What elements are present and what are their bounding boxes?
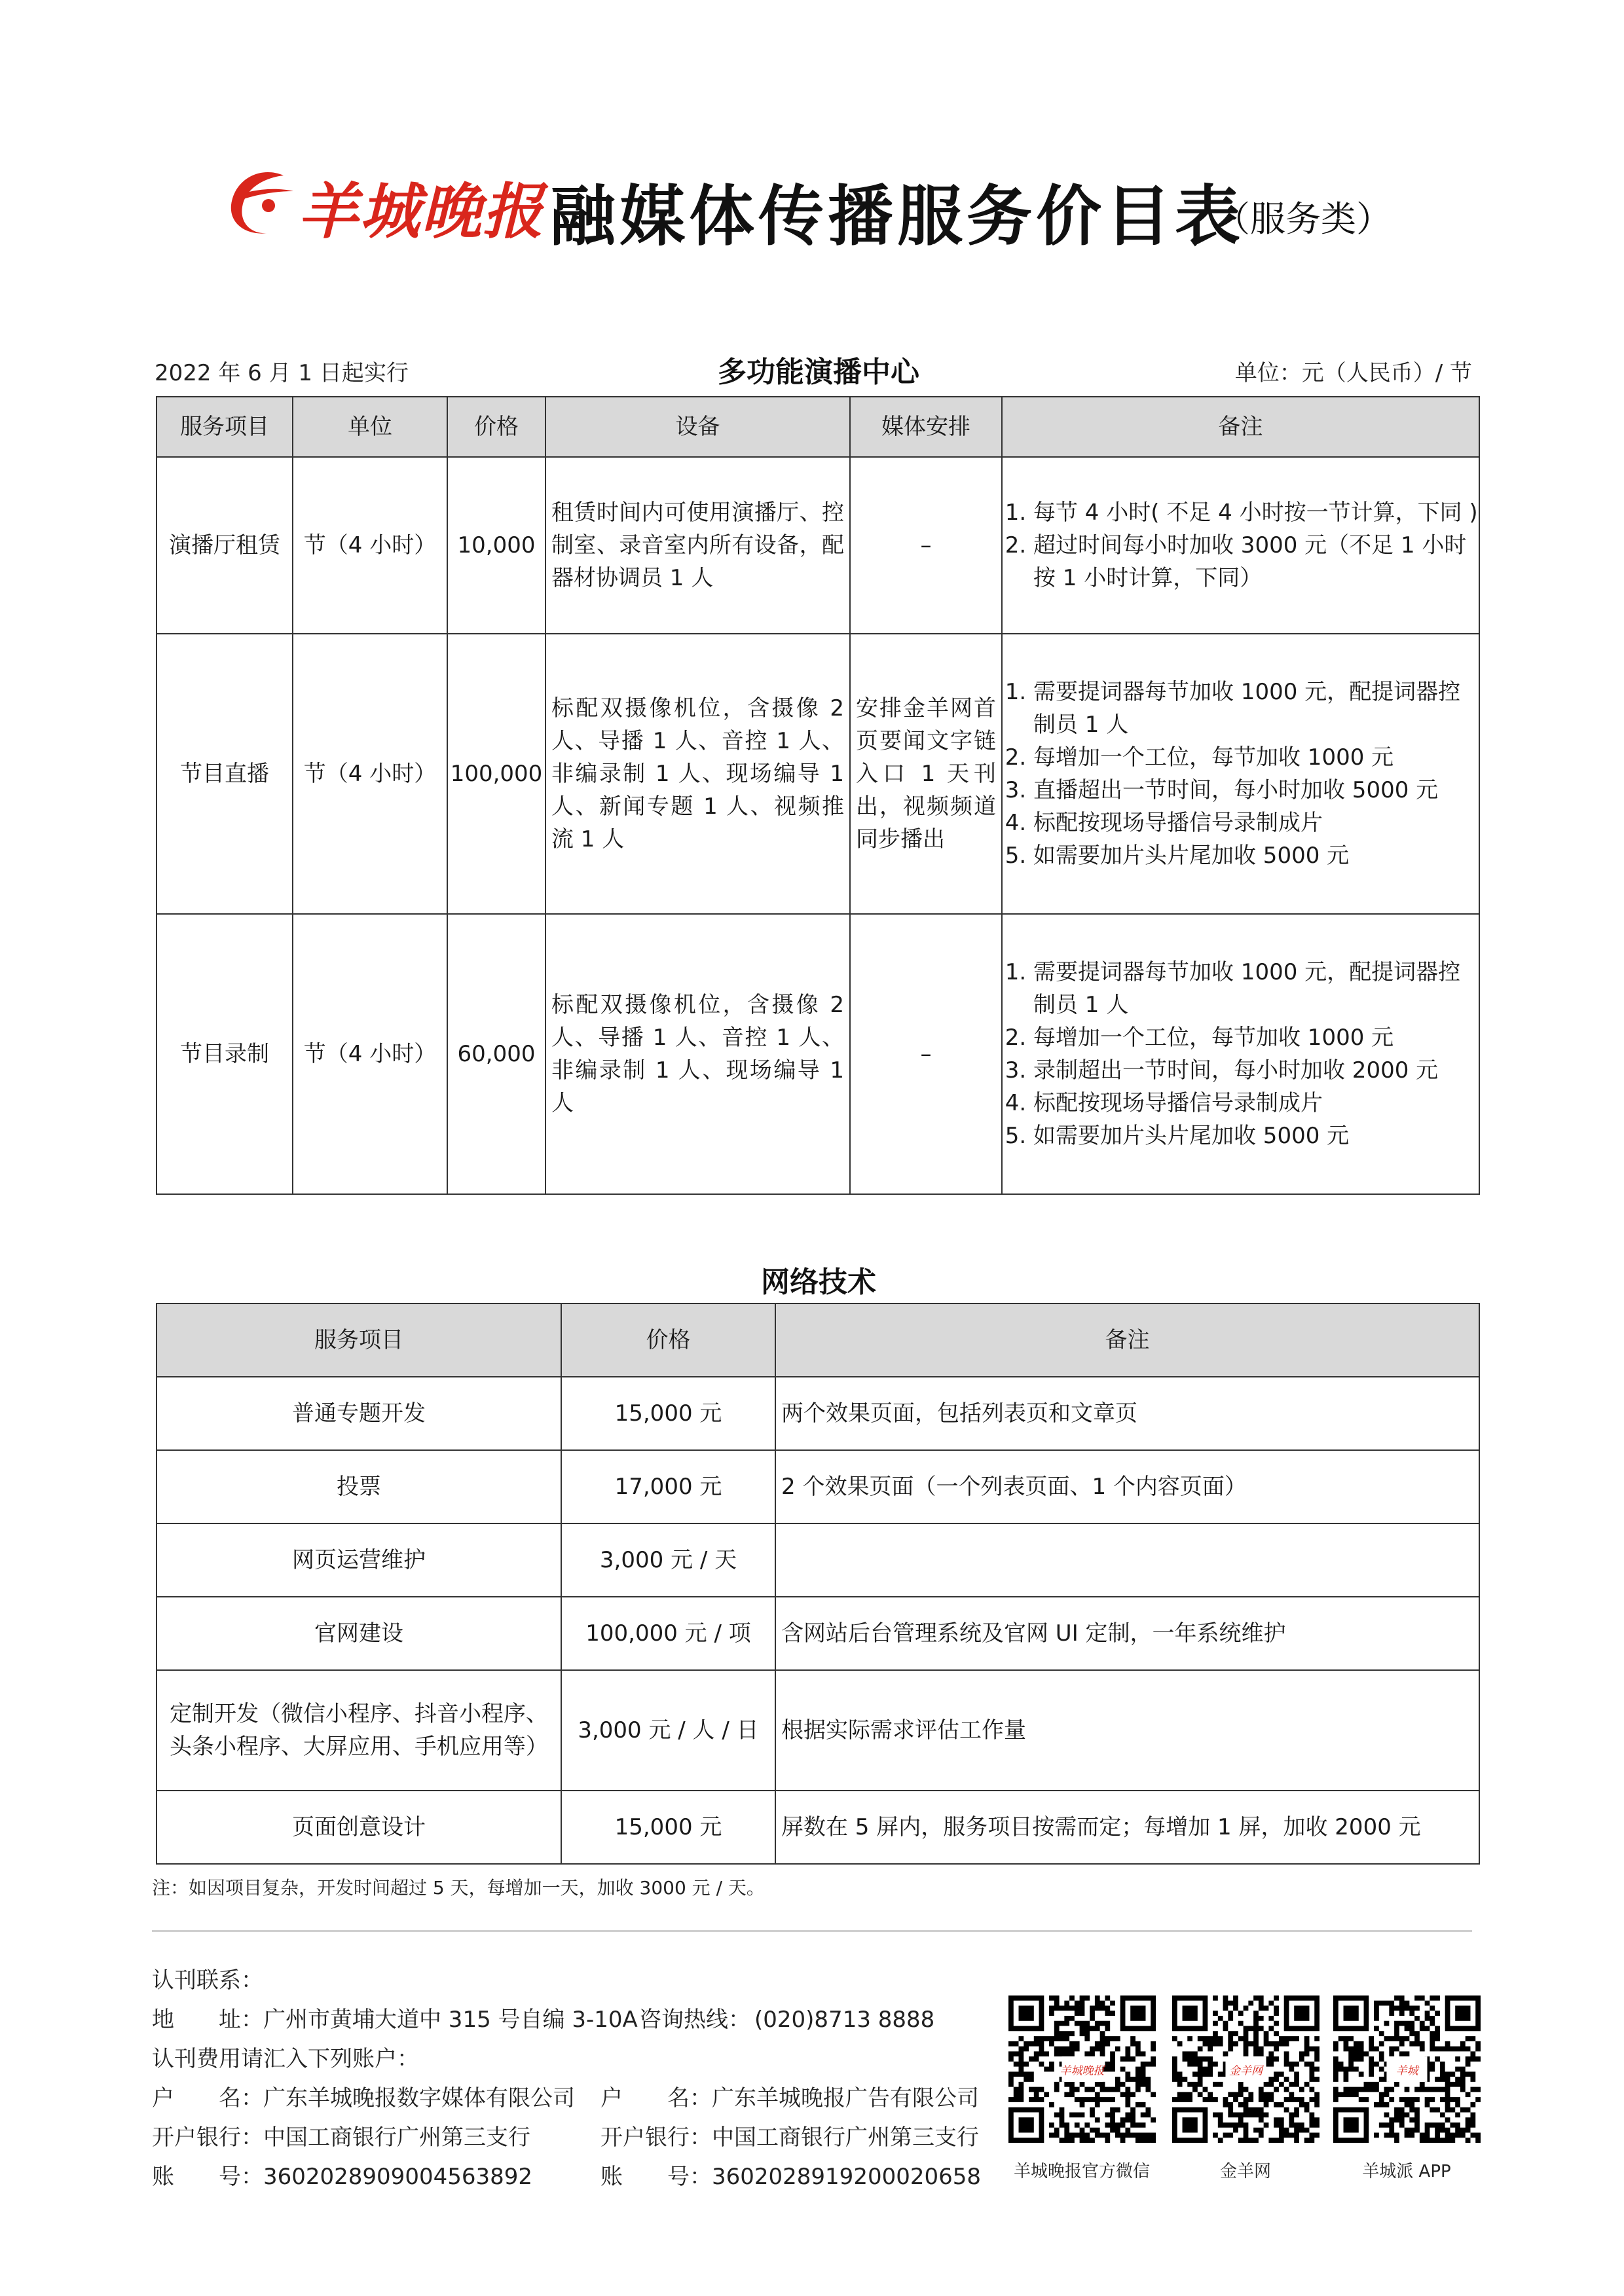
account-number-2: 3602028919200020658 <box>712 2164 982 2190</box>
table-row <box>157 1377 1479 1450</box>
note-item: 2. 超过时间每小时加收 3000 元（不足 1 小时按 1 小时计算，下同） <box>1033 529 1478 594</box>
column-header: 设备 <box>545 397 850 457</box>
accounts-heading: 认刊费用请汇入下列账户： <box>152 2046 419 2072</box>
service-item: 节目直播 <box>157 634 293 914</box>
service-equipment: 标配双摄像机位，含摄像 2 人、导播 1 人、音控 1 人、非编录制 1 人、现场编导 1 人 <box>545 914 850 1194</box>
note-item: 3. 直播超出一节时间，每小时加收 5000 元 <box>1033 774 1478 807</box>
table-row <box>157 634 1479 914</box>
qr-finder <box>1019 2117 1034 2132</box>
divider <box>152 1930 1472 1932</box>
address-label: 地 址： <box>152 2007 263 2033</box>
account-name-2: 广东羊城晚报广告有限公司 <box>712 2085 979 2111</box>
qr-badge-label: 羊城 <box>1395 2064 1418 2078</box>
address-row <box>152 2000 1003 2039</box>
table-header-row <box>157 397 1479 457</box>
hotline-value: (020)8713 8888 <box>754 2007 935 2033</box>
contact-heading: 认刊联系： <box>152 1967 263 1994</box>
media-arrangement: – <box>850 457 1002 634</box>
qr-finder <box>1455 2006 1470 2021</box>
service-note: 屏数在 5 屏内，服务项目按需而定；每增加 1 屏，加收 2000 元 <box>775 1791 1479 1864</box>
footnote: 注：如因项目复杂，开发时间超过 5 天，每增加一天，加收 3000 元 / 天。 <box>152 1877 765 1899</box>
service-unit: 节（4 小时） <box>293 457 447 634</box>
qr-finder <box>1183 2006 1198 2021</box>
page-title-suffix: （服务类） <box>1215 198 1392 240</box>
media-arrangement: 安排金羊网首页要闻文字链入口 1 天刊出，视频频道同步播出 <box>850 634 1002 914</box>
note-item: 5. 如需要加片头片尾加收 5000 元 <box>1033 1120 1478 1152</box>
account-number-row <box>152 2157 1003 2196</box>
service-notes <box>1002 634 1479 914</box>
service-note: 根据实际需求评估工作量 <box>775 1670 1479 1791</box>
service-price: 17,000 元 <box>561 1450 775 1523</box>
service-price: 60,000 <box>447 914 545 1194</box>
service-note <box>775 1523 1479 1597</box>
service-equipment: 租赁时间内可使用演播厅、控制室、录音室内所有设备，配器材协调员 1 人 <box>545 457 850 634</box>
table-row <box>157 1523 1479 1597</box>
qr-caption: 羊城晚报官方微信 <box>1013 2162 1150 2181</box>
account-bank-row <box>152 2118 1003 2157</box>
account-name-1: 广东羊城晚报数字媒体有限公司 <box>263 2085 575 2111</box>
service-item: 页面创意设计 <box>157 1791 561 1864</box>
column-header: 单位 <box>293 397 447 457</box>
note-item: 1. 需要提词器每节加收 1000 元，配提词器控制员 1 人 <box>1033 676 1478 741</box>
service-note: 2 个效果页面（一个列表页面、1 个内容页面） <box>775 1450 1479 1523</box>
service-price: 100,000 <box>447 634 545 914</box>
qr-code-icon[interactable] <box>1172 1995 1320 2143</box>
service-note: 两个效果页面，包括列表页和文章页 <box>775 1377 1479 1450</box>
brand-name: 羊城晚报 <box>298 176 545 247</box>
network-price-table <box>156 1303 1480 1865</box>
service-item: 网页运营维护 <box>157 1523 561 1597</box>
account-number-label: 账 号： <box>600 2164 712 2190</box>
page-header <box>0 151 1624 255</box>
service-price: 10,000 <box>447 457 545 634</box>
service-unit: 节（4 小时） <box>293 914 447 1194</box>
effective-date: 2022 年 6 月 1 日起实行 <box>155 360 409 386</box>
account-bank-label: 开户银行： <box>600 2124 712 2151</box>
column-header: 价格 <box>561 1303 775 1377</box>
table-row <box>157 914 1479 1194</box>
service-price: 15,000 元 <box>561 1791 775 1864</box>
qr-badge-label: 金羊网 <box>1228 2064 1263 2078</box>
studio-section-title: 多功能演播中心 <box>718 355 919 389</box>
service-unit: 节（4 小时） <box>293 634 447 914</box>
service-price: 15,000 元 <box>561 1377 775 1450</box>
account-number-label: 账 号： <box>152 2164 263 2190</box>
account-bank-label: 开户银行： <box>152 2124 263 2151</box>
note-item: 2. 每增加一个工位，每节加收 1000 元 <box>1033 1021 1478 1054</box>
qr-finder <box>1183 2117 1198 2132</box>
yangcheng-logo-icon <box>221 162 300 241</box>
qr-finder <box>1344 2006 1359 2021</box>
service-item: 节目录制 <box>157 914 293 1194</box>
column-header: 备注 <box>775 1303 1479 1377</box>
service-item: 官网建设 <box>157 1597 561 1670</box>
account-bank-1: 中国工商银行广州第三支行 <box>263 2124 530 2151</box>
table-row <box>157 1670 1479 1791</box>
studio-price-table <box>156 396 1480 1195</box>
column-header: 服务项目 <box>157 397 293 457</box>
account-name-label: 户 名： <box>600 2085 712 2111</box>
hotline-label: 咨询热线： <box>639 2007 750 2033</box>
service-notes <box>1002 914 1479 1194</box>
qr-badge-label: 羊城晚报 <box>1060 2064 1105 2078</box>
table-row <box>157 1597 1479 1670</box>
note-item: 1. 需要提词器每节加收 1000 元，配提词器控制员 1 人 <box>1033 956 1478 1021</box>
account-bank-2: 中国工商银行广州第三支行 <box>712 2124 979 2151</box>
column-header: 备注 <box>1002 397 1479 457</box>
qr-finder <box>1294 2006 1309 2021</box>
qr-code-icon[interactable] <box>1008 1995 1156 2143</box>
qr-finder <box>1344 2117 1359 2132</box>
qr-caption: 金羊网 <box>1219 2162 1271 2181</box>
account-number-1: 3602028909004563892 <box>263 2164 533 2190</box>
table-row <box>157 457 1479 634</box>
service-note: 含网站后台管理系统及官网 UI 定制，一年系统维护 <box>775 1597 1479 1670</box>
service-item: 普通专题开发 <box>157 1377 561 1450</box>
page-title: 融媒体传播服务价目表 <box>550 178 1244 255</box>
service-price: 3,000 元 / 人 / 日 <box>561 1670 775 1791</box>
service-notes <box>1002 457 1479 634</box>
note-item: 4. 标配按现场导播信号录制成片 <box>1033 1087 1478 1120</box>
table-row <box>157 1791 1479 1864</box>
note-item: 3. 录制超出一节时间，每小时加收 2000 元 <box>1033 1054 1478 1087</box>
service-equipment: 标配双摄像机位，含摄像 2 人、导播 1 人、音控 1 人、非编录制 1 人、现场编导 1 人、新闻专题 1 人、视频推流 1 人 <box>545 634 850 914</box>
qr-finder <box>1130 2006 1145 2021</box>
column-header: 价格 <box>447 397 545 457</box>
account-name-label: 户 名： <box>152 2085 263 2111</box>
note-item: 5. 如需要加片头片尾加收 5000 元 <box>1033 839 1478 872</box>
service-price: 100,000 元 / 项 <box>561 1597 775 1670</box>
column-header: 媒体安排 <box>850 397 1002 457</box>
media-arrangement: – <box>850 914 1002 1194</box>
address-value: 广州市黄埔大道中 315 号自编 3-10A <box>263 2007 638 2033</box>
unit-note: 单位：元（人民币）/ 节 <box>1234 360 1472 386</box>
accounts-heading-row <box>152 2039 1003 2079</box>
service-item: 演播厅租赁 <box>157 457 293 634</box>
service-item: 投票 <box>157 1450 561 1523</box>
table-header-row <box>157 1303 1479 1377</box>
note-item: 2. 每增加一个工位，每节加收 1000 元 <box>1033 741 1478 774</box>
account-name-row <box>152 2079 1003 2118</box>
contact-block <box>152 1961 1003 2196</box>
table-row <box>157 1450 1479 1523</box>
service-price: 3,000 元 / 天 <box>561 1523 775 1597</box>
note-item: 1. 每节 4 小时( 不足 4 小时按一节计算，下同 ) <box>1033 496 1478 529</box>
network-section-title: 网络技术 <box>761 1266 876 1299</box>
contact-heading-row <box>152 1961 1003 2000</box>
qr-finder <box>1019 2006 1034 2021</box>
qr-caption: 羊城派 APP <box>1362 2162 1451 2181</box>
service-item: 定制开发（微信小程序、抖音小程序、头条小程序、大屏应用、手机应用等） <box>157 1670 561 1791</box>
qr-code-icon[interactable] <box>1333 1995 1481 2143</box>
note-item: 4. 标配按现场导播信号录制成片 <box>1033 807 1478 839</box>
column-header: 服务项目 <box>157 1303 561 1377</box>
